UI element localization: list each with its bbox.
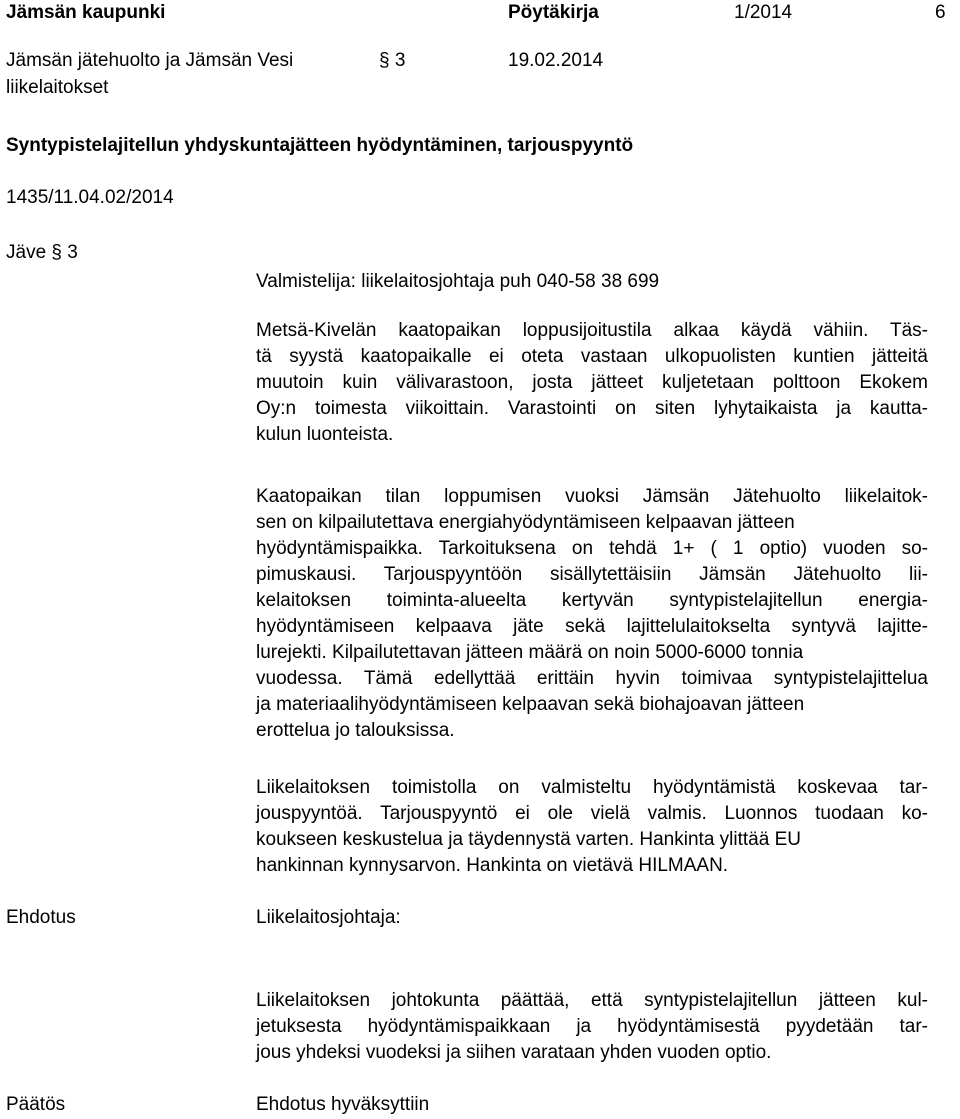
text-line: jetuksesta hyödyntämispaikkaan ja hyödyntämisestä pyydetään tar- <box>256 1016 928 1037</box>
text-line: jous yhdeksi vuodeksi ja siihen varataan yhden vuoden optio. <box>256 1042 772 1063</box>
text-line: ja materiaalihyödyntämiseen kelpaavan sekä biohajoavan jätteen <box>256 694 805 715</box>
text-line: erottelua jo talouksissa. <box>256 720 455 741</box>
text-line: kelaitoksen toiminta-alueelta kertyvän syntypistelajitellun energia- <box>256 590 928 611</box>
text-line: sen on kilpailutettava energiahyödyntämiseen kelpaavan jätteen <box>256 512 795 533</box>
text-line: Oy:n toimesta viikoittain. Varastointi on siten lyhytaikaista ja kautta- <box>256 398 928 419</box>
text-line: Kaatopaikan tilan loppumisen vuoksi Jämsän Jätehuolto liikelaitok- <box>256 486 928 507</box>
meeting-date: 19.02.2014 <box>508 50 604 71</box>
text-line: Liikelaitoksen toimistolla on valmisteltu hyödyntämistä koskevaa tar- <box>256 777 928 798</box>
organization-name-line1: Jämsän jätehuolto ja Jämsän Vesi <box>6 50 294 71</box>
text-line: hyödyntämispaikka. Tarkoituksena on tehdä 1+ ( 1 optio) vuoden so- <box>256 538 928 559</box>
text-line: vuodessa. Tämä edellyttää erittäin hyvin toimivaa syntypistelajittelua <box>256 668 928 689</box>
agenda-title: Syntypistelajitellun yhdyskuntajätteen hyödyntäminen, tarjouspyyntö <box>6 135 634 156</box>
text-line: lurejekti. Kilpailutettavan jätteen määrä on noin 5000-6000 tonnia <box>256 642 804 663</box>
text-line: koukseen keskustelua ja täydennystä varten. Hankinta ylittää EU <box>256 829 801 850</box>
section-reference: Jäve § 3 <box>6 242 78 263</box>
text-line: hyödyntämiseen kelpaava jäte sekä lajittelulaitokselta syntyvä lajitte- <box>256 616 928 637</box>
proposal-label: Ehdotus <box>6 907 76 928</box>
text-line: kulun luonteista. <box>256 424 394 445</box>
text-line: muutoin kuin välivarastoon, josta jätteet kuljetetaan polttoon Ekokem <box>256 372 928 393</box>
municipality-name: Jämsän kaupunki <box>6 2 166 23</box>
organization-name-line2: liikelaitokset <box>6 77 109 98</box>
decision-label: Päätös <box>6 1094 66 1115</box>
paragraph-1 <box>256 318 928 448</box>
text-line: Liikelaitoksen johtokunta päättää, että syntypistelajitellun jätteen kul- <box>256 990 928 1011</box>
text-line: jouspyyntöä. Tarjouspyyntö ei ole vielä valmis. Luonnos tuodaan ko- <box>256 803 928 824</box>
text-line: hankinnan kynnysarvon. Hankinta on vietävä HILMAAN. <box>256 855 729 876</box>
text-line: Metsä-Kivelän kaatopaikan loppusijoitustila alkaa käydä vähiin. Täs- <box>256 320 928 341</box>
reference-number: 1435/11.04.02/2014 <box>6 187 174 208</box>
text-line: pimuskausi. Tarjouspyyntöön sisällytettäisiin Jämsän Jätehuolto lii- <box>256 564 928 585</box>
paragraph-2 <box>256 484 928 744</box>
decision-text: Ehdotus hyväksyttiin <box>256 1094 430 1115</box>
preparer-line: Valmistelija: liikelaitosjohtaja puh 040-58 38 699 <box>256 271 660 292</box>
proposal-text <box>256 988 928 1066</box>
document-type: Pöytäkirja <box>508 2 599 23</box>
paragraph-3 <box>256 775 928 879</box>
proposal-author: Liikelaitosjohtaja: <box>256 907 401 928</box>
page-number: 6 <box>935 2 946 23</box>
text-line: tä syystä kaatopaikalle ei oteta vastaan ulkopuolisten kuntien jätteitä <box>256 346 928 367</box>
section-mark: § 3 <box>379 50 406 71</box>
document-number: 1/2014 <box>734 2 793 23</box>
